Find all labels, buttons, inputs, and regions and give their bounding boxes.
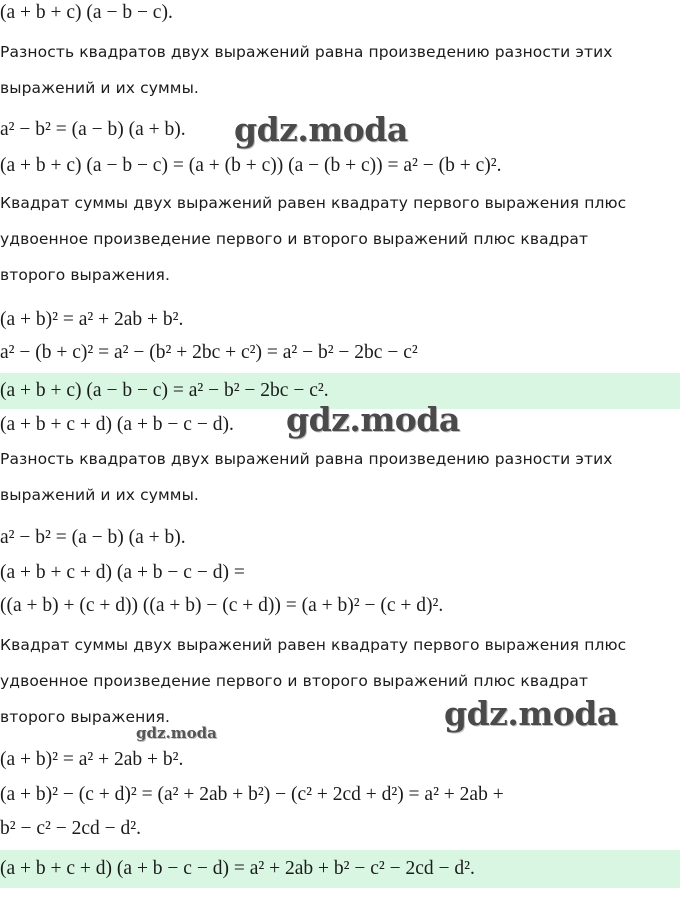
rule-text: Разность квадратов двух выражений равна произведению разности этих [0, 43, 613, 61]
watermark: gdz.moda [234, 110, 408, 149]
rule-text: выражений и их суммы. [0, 79, 199, 97]
formula-line: (a + b + c) (a − b − c) = (a + (b + c)) (a − (b + c)) = a² − (b + c)². [0, 155, 502, 176]
formula-line: a² − b² = (a − b) (a + b). [0, 527, 186, 548]
rule-text: удвоенное произведение первого и второго выражений плюс квадрат [0, 672, 589, 690]
rule-text: второго выражения. [0, 266, 170, 284]
watermark: gdz.moda [136, 724, 217, 742]
highlighted-result: (a + b + c) (a − b − c) = a² − b² − 2bc − c². [0, 373, 680, 409]
formula-line: (a + b)² − (c + d)² = (a² + 2ab + b²) − (c² + 2cd + d²) = a² + 2ab + [0, 784, 504, 805]
expression-line: (a + b + c + d) (a + b − c − d). [0, 414, 234, 435]
expression-line: (a + b + c) (a − b − c). [0, 2, 173, 23]
watermark: gdz.moda [444, 694, 618, 733]
rule-text: выражений и их суммы. [0, 486, 199, 504]
rule-text: Квадрат суммы двух выражений равен квадрату первого выражения плюс [0, 636, 627, 654]
formula-line: a² − b² = (a − b) (a + b). [0, 119, 186, 140]
formula-line: (a + b)² = a² + 2ab + b². [0, 749, 184, 770]
rule-text: второго выражения. [0, 708, 170, 726]
formula-line: b² − c² − 2cd − d². [0, 818, 141, 839]
rule-text: удвоенное произведение первого и второго выражений плюс квадрат [0, 230, 589, 248]
formula-line: ((a + b) + (c + d)) ((a + b) − (c + d)) = (a + b)² − (c + d)². [0, 595, 444, 616]
rule-text: Квадрат суммы двух выражений равен квадрату первого выражения плюс [0, 194, 627, 212]
watermark: gdz.moda [286, 400, 460, 439]
highlighted-result: (a + b + c + d) (a + b − c − d) = a² + 2ab + b² − c² − 2cd − d². [0, 850, 680, 888]
formula-line: (a + b + c + d) (a + b − c − d) = [0, 562, 245, 583]
formula-line: (a + b)² = a² + 2ab + b². [0, 309, 184, 330]
rule-text: Разность квадратов двух выражений равна произведению разности этих [0, 450, 613, 468]
formula-line: a² − (b + c)² = a² − (b² + 2bc + c²) = a² − b² − 2bc − c² [0, 342, 418, 363]
